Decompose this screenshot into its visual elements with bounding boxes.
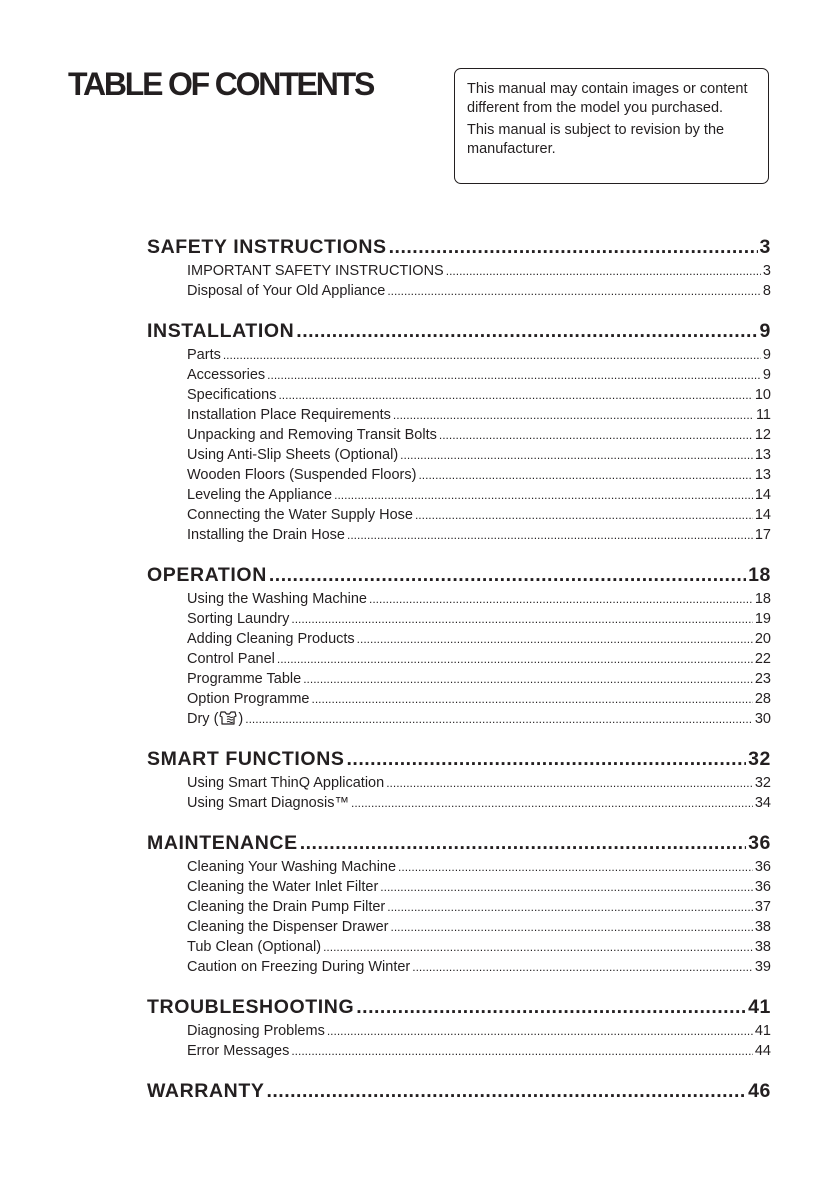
entry-label: Cleaning the Drain Pump Filter <box>187 899 386 915</box>
dot-leader <box>278 385 752 405</box>
notice-text-model: This manual may contain images or content different from the model you purchased. <box>467 81 748 116</box>
dot-leader <box>439 425 753 445</box>
toc-entry[interactable] <box>187 589 771 609</box>
toc-entry[interactable] <box>187 525 771 545</box>
entry-page-number: 36 <box>754 879 771 895</box>
entry-page-number: 22 <box>754 651 771 667</box>
toc-entry[interactable] <box>187 857 771 877</box>
dot-leader <box>386 773 753 793</box>
toc-entry[interactable] <box>187 877 771 897</box>
dot-leader <box>223 345 761 365</box>
entry-label: Specifications <box>187 387 277 403</box>
entry-label: Using Smart ThinQ Application <box>187 775 385 791</box>
entry-page-number: 18 <box>754 591 771 607</box>
entry-label: Parts <box>187 347 221 363</box>
toc-section-heading[interactable] <box>147 994 771 1021</box>
toc-entry[interactable] <box>187 465 771 485</box>
toc-section-heading[interactable] <box>147 234 771 261</box>
entry-page-number: 20 <box>754 631 771 647</box>
entry-label: Accessories <box>187 367 266 383</box>
entry-page-number: 37 <box>754 899 771 915</box>
toc-entry[interactable] <box>187 405 771 425</box>
toc-section-safety-instructions <box>147 234 771 301</box>
page-title: TABLE OF CONTENTS <box>68 66 374 102</box>
entry-label: Caution on Freezing During Winter <box>187 959 411 975</box>
dot-leader <box>277 649 753 669</box>
entry-page-number: 10 <box>754 387 771 403</box>
entry-page-number: 12 <box>754 427 771 443</box>
dot-leader <box>389 234 758 261</box>
toc-entry[interactable] <box>187 773 771 793</box>
dot-leader <box>418 465 752 485</box>
toc-section-operation <box>147 562 771 729</box>
entry-label: Sorting Laundry <box>187 611 290 627</box>
entry-label: Option Programme <box>187 691 310 707</box>
toc-item-list <box>147 1021 771 1061</box>
dot-leader <box>312 689 753 709</box>
dot-leader <box>347 746 747 773</box>
section-title: INSTALLATION <box>147 320 295 342</box>
entry-label: Cleaning the Water Inlet Filter <box>187 879 379 895</box>
entry-page-number: 41 <box>754 1023 771 1039</box>
toc-entry[interactable] <box>187 917 771 937</box>
toc-entry[interactable] <box>187 445 771 465</box>
toc-section-heading[interactable] <box>147 318 771 345</box>
toc-section-installation <box>147 318 771 545</box>
dot-leader <box>369 589 753 609</box>
section-title: TROUBLESHOOTING <box>147 996 355 1018</box>
section-page-number: 3 <box>759 236 771 258</box>
toc-entry[interactable] <box>187 689 771 709</box>
entry-label: Installation Place Requirements <box>187 407 391 423</box>
dot-leader <box>391 917 753 937</box>
dot-leader <box>245 709 753 729</box>
section-page-number: 32 <box>748 748 771 770</box>
section-title: WARRANTY <box>147 1080 265 1102</box>
entry-label: Cleaning the Dispenser Drawer <box>187 919 389 935</box>
dot-leader <box>400 445 753 465</box>
entry-page-number: 34 <box>754 795 771 811</box>
entry-page-number: 38 <box>754 939 771 955</box>
entry-page-number: 9 <box>762 367 771 383</box>
toc-section-heading[interactable] <box>147 1078 771 1105</box>
toc-entry[interactable] <box>187 669 771 689</box>
entry-label: Connecting the Water Supply Hose <box>187 507 413 523</box>
entry-label: Adding Cleaning Products <box>187 631 355 647</box>
toc-item-list <box>147 589 771 729</box>
manual-notice-box <box>454 68 769 184</box>
dot-leader <box>357 629 753 649</box>
entry-label: Programme Table <box>187 671 302 687</box>
entry-label: Control Panel <box>187 651 275 667</box>
toc-section-heading[interactable] <box>147 562 771 589</box>
entry-label: Tub Clean (Optional) <box>187 939 322 955</box>
dot-leader <box>415 505 753 525</box>
toc-entry[interactable] <box>187 709 771 729</box>
toc-entry[interactable] <box>187 281 771 301</box>
dot-leader <box>303 669 753 689</box>
dot-leader <box>300 830 746 857</box>
dot-leader <box>347 525 753 545</box>
entry-page-number: 11 <box>755 407 771 423</box>
entry-page-number: 9 <box>762 347 771 363</box>
table-of-contents <box>147 234 771 1122</box>
entry-page-number: 36 <box>754 859 771 875</box>
dot-leader <box>296 318 757 345</box>
entry-label: IMPORTANT SAFETY INSTRUCTIONS <box>187 263 444 279</box>
dot-leader <box>267 365 761 385</box>
entry-label: Unpacking and Removing Transit Bolts <box>187 427 437 443</box>
entry-page-number: 14 <box>754 507 771 523</box>
section-title: OPERATION <box>147 564 267 586</box>
toc-section-smart-functions <box>147 746 771 813</box>
section-page-number: 9 <box>759 320 771 342</box>
entry-page-number: 17 <box>754 527 771 543</box>
toc-entry[interactable] <box>187 609 771 629</box>
entry-page-number: 39 <box>754 959 771 975</box>
dot-leader <box>393 405 754 425</box>
dot-leader <box>334 485 753 505</box>
entry-label: Wooden Floors (Suspended Floors) <box>187 467 417 483</box>
toc-entry[interactable] <box>187 649 771 669</box>
toc-section-heading[interactable] <box>147 746 771 773</box>
entry-page-number: 8 <box>762 283 771 299</box>
dot-leader <box>269 562 746 589</box>
entry-label: Disposal of Your Old Appliance <box>187 283 386 299</box>
dot-leader <box>327 1021 753 1041</box>
entry-page-number: 38 <box>754 919 771 935</box>
section-page-number: 18 <box>748 564 771 586</box>
entry-page-number: 30 <box>754 711 771 727</box>
toc-entry[interactable] <box>187 425 771 445</box>
toc-item-list <box>147 773 771 813</box>
dot-leader <box>356 994 746 1021</box>
toc-entry[interactable] <box>187 385 771 405</box>
toc-entry[interactable] <box>187 629 771 649</box>
toc-section-maintenance <box>147 830 771 977</box>
section-page-number: 46 <box>748 1080 771 1102</box>
entry-page-number: 13 <box>754 447 771 463</box>
toc-entry[interactable] <box>187 485 771 505</box>
section-page-number: 41 <box>748 996 771 1018</box>
entry-page-number: 13 <box>754 467 771 483</box>
entry-label: Diagnosing Problems <box>187 1023 325 1039</box>
dot-leader <box>412 957 753 977</box>
toc-entry[interactable] <box>187 505 771 525</box>
dot-leader <box>291 609 752 629</box>
entry-page-number: 19 <box>754 611 771 627</box>
dot-leader <box>266 1078 746 1105</box>
toc-entry[interactable] <box>187 365 771 385</box>
dot-leader <box>323 937 753 957</box>
dot-leader <box>446 261 761 281</box>
section-title: SAFETY INSTRUCTIONS <box>147 236 387 258</box>
dry-icon <box>218 710 238 726</box>
dot-leader <box>380 877 753 897</box>
entry-label: Using Smart Diagnosis™ <box>187 795 349 811</box>
toc-entry[interactable] <box>187 937 771 957</box>
toc-section-heading[interactable] <box>147 830 771 857</box>
entry-label: Dry ( ) <box>187 711 244 727</box>
toc-entry[interactable] <box>187 897 771 917</box>
entry-page-number: 3 <box>762 263 771 279</box>
entry-page-number: 44 <box>754 1043 771 1059</box>
toc-entry[interactable] <box>187 1021 771 1041</box>
toc-entry[interactable] <box>187 957 771 977</box>
toc-item-list <box>147 261 771 301</box>
toc-section-troubleshooting <box>147 994 771 1061</box>
dot-leader <box>398 857 753 877</box>
entry-page-number: 14 <box>754 487 771 503</box>
section-page-number: 36 <box>748 832 771 854</box>
toc-item-list <box>147 345 771 545</box>
notice-text-revision: This manual is subject to revision by the manufacturer. <box>467 122 725 157</box>
dot-leader <box>387 897 753 917</box>
toc-entry[interactable] <box>187 345 771 365</box>
entry-page-number: 32 <box>754 775 771 791</box>
entry-label: Cleaning Your Washing Machine <box>187 859 397 875</box>
dot-leader <box>351 793 753 813</box>
entry-label: Using Anti-Slip Sheets (Optional) <box>187 447 399 463</box>
entry-page-number: 28 <box>754 691 771 707</box>
entry-label: Using the Washing Machine <box>187 591 367 607</box>
entry-label: Leveling the Appliance <box>187 487 333 503</box>
dot-leader <box>291 1041 753 1061</box>
toc-section-warranty <box>147 1078 771 1105</box>
toc-entry[interactable] <box>187 1041 771 1061</box>
entry-page-number: 23 <box>754 671 771 687</box>
section-title: SMART FUNCTIONS <box>147 748 345 770</box>
dot-leader <box>387 281 761 301</box>
toc-entry[interactable] <box>187 793 771 813</box>
toc-entry[interactable] <box>187 261 771 281</box>
section-title: MAINTENANCE <box>147 832 298 854</box>
entry-label: Error Messages <box>187 1043 290 1059</box>
toc-item-list <box>147 857 771 977</box>
entry-label: Installing the Drain Hose <box>187 527 345 543</box>
